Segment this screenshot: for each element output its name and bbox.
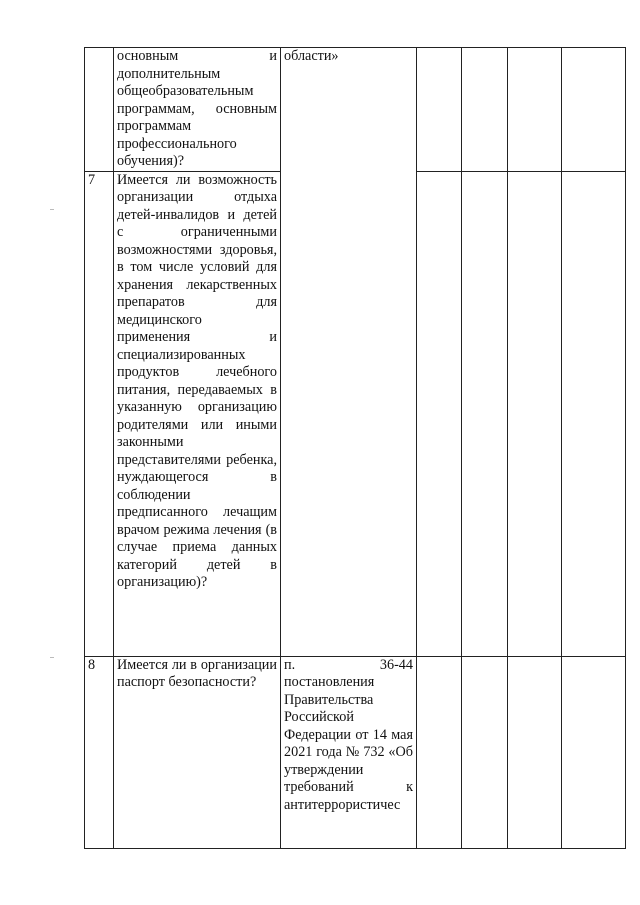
question-text: Имеется ли в организации паспорт безопасности? [117,656,277,690]
checklist-table [84,47,626,849]
question-text: основным и дополнительным общеобразовательным программам, основным программам профессионального обучения)? [117,48,277,169]
question-text: Имеется ли возможность организации отдыха детей-инвалидов и детей с ограниченными возможностями здоровья, в том числе условий для хранения лекарственных препаратов для медицинского применения и специализированных продуктов лечебного питания, передаваемых в указанную организацию родителями или иными законными представителями ребенка, нуждающегося в соблюдении предписанного лечащим врачом режима лечения (в случае приема данных категорий детей в организацию)? [117,171,277,590]
answer-no-cell [462,171,508,656]
row-number: 7 [85,171,114,656]
question-cell [114,656,281,848]
table-row [85,656,626,848]
answer-yes-cell [417,656,462,848]
scan-margin-mark [50,209,54,210]
note-cell [562,48,626,172]
reference-cell [281,48,417,657]
answer-no-cell [462,48,508,172]
not-applicable-cell [508,171,562,656]
answer-yes-cell [417,48,462,172]
row-number [85,48,114,172]
note-cell [562,171,626,656]
reference-cell [281,656,417,848]
not-applicable-cell [508,656,562,848]
scan-margin-mark [50,657,54,658]
note-cell [562,656,626,848]
answer-no-cell [462,656,508,848]
answer-yes-cell [417,171,462,656]
not-applicable-cell [508,48,562,172]
row-number: 8 [85,656,114,848]
table-row [85,48,626,172]
reference-text: п. 36-44 постановления Правительства Российской Федерации от 14 мая 2021 года № 732 «Об утверждении требований к антитеррористичес [284,656,413,813]
reference-text: области» [284,48,339,64]
question-cell [114,171,281,656]
question-cell [114,48,281,172]
